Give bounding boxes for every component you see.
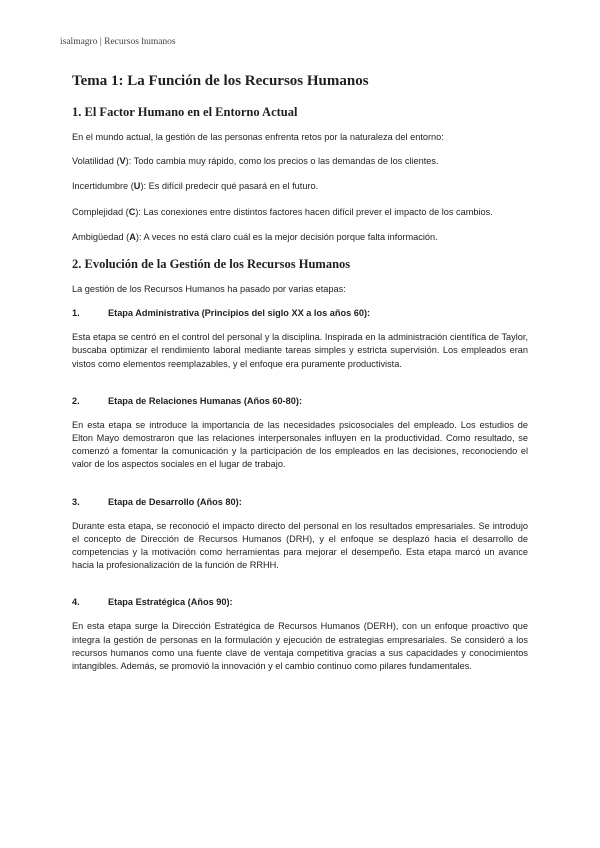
vuca-item-ambiguedad: Ambigüedad (A): A veces no está claro cuál es la mejor decisión porque falta información.	[72, 231, 438, 242]
section-1-heading: 1. El Factor Humano en el Entorno Actual	[72, 105, 298, 119]
stage-2-number: 2.	[72, 395, 80, 406]
stage-2-title: Etapa de Relaciones Humanas (Años 60-80):	[108, 395, 303, 406]
section-2-intro: La gestión de los Recursos Humanos ha pasado por varias etapas:	[72, 284, 346, 295]
document-body	[72, 72, 528, 697]
vuca-item-incertidumbre: Incertidumbre (U): Es difícil predecir qué pasará en el futuro.	[72, 181, 319, 192]
stage-3-title: Etapa de Desarrollo (Años 80):	[108, 496, 242, 507]
stage-1-number: 1.	[72, 308, 80, 319]
stage-1-body: Esta etapa se centró en el control del personal y la disciplina. Inspirada en la administración científica de Taylor, buscaba optimizar el rendimiento laboral mediante tareas simples y estricta supervisión. Los empleados eran vistos como elementos reemplazables, y el enfoque era puramente productivista.	[72, 332, 528, 369]
stage-1-title: Etapa Administrativa (Principios del siglo XX a los años 60):	[108, 308, 371, 319]
stage-3-heading	[72, 496, 528, 509]
document-title: Tema 1: La Función de los Recursos Humanos	[72, 73, 369, 89]
stage-4-body: En esta etapa surge la Dirección Estratégica de Recursos Humanos (DERH), con un enfoque proactivo que integra la gestión de personas en la formulación y ejecución de estrategias empresariales. Se consideró a los recursos humanos como una fuente clave de ventaja competitiva gracias a sus capacidades y conocimientos intangibles. Además, se promovió la innovación y el cambio continuo como pilares fundamentales.	[72, 621, 528, 672]
vuca-item-complejidad: Complejidad (C): Las conexiones entre distintos factores hacen difícil prever el impacto de los cambios.	[72, 206, 493, 217]
stage-2-heading	[72, 395, 528, 408]
stage-2-body: En esta etapa se introduce la importancia de las necesidades psicosociales del empleado. Los estudios de Elton Mayo demostraron que las relaciones interpersonales influyen en la productividad. Como resultado, se comenzó a fomentar la comunicación y la participación de los empleados en las decisiones, reconociendo el valor de los aspectos sociales en el lugar de trabajo.	[72, 419, 528, 470]
vuca-item-volatilidad: Volatilidad (V): Todo cambia muy rápido, como los precios o las demandas de los clientes.	[72, 156, 439, 167]
section-1-intro: En el mundo actual, la gestión de las personas enfrenta retos por la naturaleza del entorno:	[72, 132, 444, 142]
section-2-heading: 2. Evolución de la Gestión de los Recursos Humanos	[72, 257, 351, 272]
stage-3-body: Durante esta etapa, se reconoció el impacto directo del personal en los resultados empresariales. Se introdujo el concepto de Dirección de Recursos Humanos (DRH), y el enfoque se desplazó hacia el desarrollo de competencias y la motivación como herramientas para mejorar el desempeño. Esta etapa marcó un avance hacia la profesionalización de la función de RRHH.	[72, 520, 528, 571]
stage-1-heading	[72, 307, 528, 320]
stage-4-title: Etapa Estratégica (Años 90):	[108, 597, 233, 608]
stage-4-heading	[72, 596, 528, 609]
stage-3-number: 3.	[72, 496, 80, 507]
page-header: isalmagro | Recursos humanos	[60, 37, 176, 47]
stage-4-number: 4.	[72, 597, 80, 608]
